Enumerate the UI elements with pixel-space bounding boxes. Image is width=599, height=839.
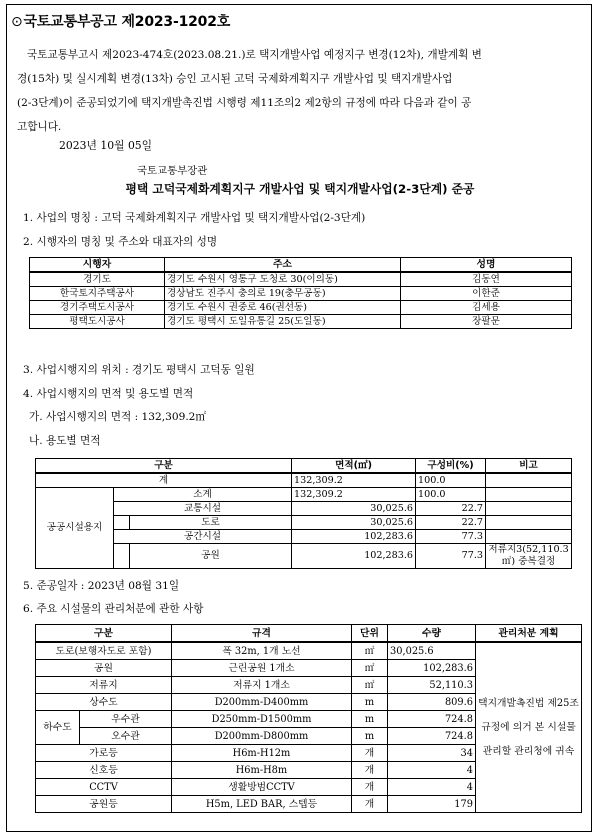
facilities-table bbox=[35, 624, 582, 813]
table-header-row bbox=[36, 625, 582, 643]
table-row-subtotal bbox=[36, 488, 572, 502]
section-3: 3. 사업시행지의 위치 : 경기도 평택시 고덕동 일원 bbox=[23, 364, 255, 376]
header-unit: 단위 bbox=[352, 625, 388, 643]
facility-qty: 179 bbox=[388, 796, 476, 813]
remarks-cell bbox=[486, 516, 572, 530]
facility-qty: 809.6 bbox=[388, 694, 476, 711]
facility-spec: D250mm-D1500mm bbox=[172, 711, 352, 728]
section-1: 1. 사업의 명칭 : 고덕 국제화계획지구 개발사업 및 택지개발사업(2-3단계) bbox=[23, 212, 366, 224]
section-6: 6. 주요 시설물의 관리처분에 관한 사항 bbox=[23, 603, 204, 615]
total-area: 132,309.2 bbox=[292, 473, 416, 488]
facility-unit: ㎡ bbox=[352, 677, 388, 694]
facility-name: 저류지 bbox=[36, 677, 172, 694]
facility-spec: H5m, LED BAR, 스텝등 bbox=[172, 796, 352, 813]
implementer-cell: 평택도시공사 bbox=[30, 315, 165, 329]
representative-cell: 김동연 bbox=[401, 272, 572, 287]
facility-unit: m bbox=[352, 711, 388, 728]
facility-qty: 30,025.6 bbox=[388, 642, 476, 660]
header-quantity: 수량 bbox=[388, 625, 476, 643]
indent-cell bbox=[114, 544, 130, 569]
implementer-cell: 한국토지주택공사 bbox=[30, 287, 165, 301]
table-row bbox=[36, 642, 582, 660]
section-4: 4. 사업시행지의 면적 및 용도별 면적 bbox=[23, 388, 194, 400]
header-implementer: 시행자 bbox=[30, 258, 165, 273]
use-area: 30,025.6 bbox=[292, 516, 416, 530]
implementer-cell: 경기주택도시공사 bbox=[30, 301, 165, 315]
notice-paragraph-line-3: (2-3단계)이 준공되었기에 택지개발촉진법 시행령 제11조의2 제2항의 규정에 따라 다음과 같이 공 bbox=[17, 97, 472, 109]
remarks-cell bbox=[486, 530, 572, 544]
table-header-row bbox=[36, 459, 572, 474]
facility-name: 오수관 bbox=[80, 728, 172, 745]
header-plan: 관리처분 계획 bbox=[476, 625, 582, 643]
header-address: 주소 bbox=[165, 258, 401, 273]
use-ratio: 22.7 bbox=[416, 516, 486, 530]
facility-qty: 4 bbox=[388, 779, 476, 796]
use-label: 공원 bbox=[130, 544, 292, 569]
issuer: 국토교통부장관 bbox=[137, 165, 208, 177]
representative-cell: 장팔문 bbox=[401, 315, 572, 329]
table-row bbox=[30, 301, 572, 315]
facility-unit: ㎡ bbox=[352, 660, 388, 677]
header-category: 구분 bbox=[36, 459, 292, 474]
use-ratio: 77.3 bbox=[416, 530, 486, 544]
total-ratio: 100.0 bbox=[416, 473, 486, 488]
header-spec: 규격 bbox=[172, 625, 352, 643]
facility-qty: 34 bbox=[388, 745, 476, 762]
subtotal-area: 132,309.2 bbox=[292, 488, 416, 502]
table-row bbox=[36, 516, 572, 530]
management-plan: 택지개발촉진법 제25조 규정에 의거 본 시설물 관리할 관리청에 귀속 bbox=[476, 642, 582, 813]
facility-name: 신호등 bbox=[36, 762, 172, 779]
table-row-total bbox=[36, 473, 572, 488]
notice-paragraph-line-1: 국토교통부고시 제2023-474호(2023.08.21.)로 택지개발사업 예정지구 변경(12차), 개발계획 변 bbox=[27, 49, 482, 61]
facility-spec: D200mm-D800mm bbox=[172, 728, 352, 745]
facility-spec: D200mm-D400mm bbox=[172, 694, 352, 711]
table-row bbox=[36, 530, 572, 544]
section-4b: 나. 용도별 면적 bbox=[29, 435, 101, 447]
remarks-cell bbox=[486, 502, 572, 516]
use-ratio: 22.7 bbox=[416, 502, 486, 516]
subtotal-label: 소계 bbox=[114, 488, 292, 502]
facility-qty: 724.8 bbox=[388, 728, 476, 745]
facility-name: CCTV bbox=[36, 779, 172, 796]
facility-name: 공원 bbox=[36, 660, 172, 677]
facility-unit: 개 bbox=[352, 745, 388, 762]
facility-qty: 102,283.6 bbox=[388, 660, 476, 677]
notice-title-text: 국토교통부공고 제2023-1202호 bbox=[23, 14, 231, 30]
implementer-cell: 경기도 bbox=[30, 272, 165, 287]
facility-spec: 폭 32m, 1개 노선 bbox=[172, 642, 352, 660]
facility-unit: m bbox=[352, 694, 388, 711]
notice-paragraph-line-2: 경(15차) 및 실시계획 변경(13차) 승인 고시된 고덕 국제화계획지구 개발사업 및 택지개발사업 bbox=[17, 73, 453, 85]
facility-spec: 생활방범CCTV bbox=[172, 779, 352, 796]
use-ratio: 77.3 bbox=[416, 544, 486, 569]
use-label: 공간시설 bbox=[114, 530, 292, 544]
use-label: 교통시설 bbox=[114, 502, 292, 516]
park-overlap-note: 저류지3(52,110.3㎡) 중복결정 bbox=[486, 544, 572, 569]
facility-unit: 개 bbox=[352, 762, 388, 779]
header-remarks: 비고 bbox=[486, 459, 572, 474]
implementers-table bbox=[29, 257, 572, 329]
section-2: 2. 시행자의 명칭 및 주소와 대표자의 성명 bbox=[23, 236, 218, 248]
representative-cell: 김세용 bbox=[401, 301, 572, 315]
section-4a: 가. 사업시행지의 면적 : 132,309.2㎡ bbox=[29, 411, 207, 423]
project-heading: 평택 고덕국제화계획지구 개발사업 및 택지개발사업(2-3단계) 준공 bbox=[125, 182, 475, 196]
subtotal-ratio: 100.0 bbox=[416, 488, 486, 502]
table-row bbox=[36, 502, 572, 516]
address-cell: 경기도 수원시 영통구 도청로 30(이의동) bbox=[165, 272, 401, 287]
facility-qty: 724.8 bbox=[388, 711, 476, 728]
remarks-cell bbox=[486, 488, 572, 502]
facility-unit: m bbox=[352, 728, 388, 745]
notice-document bbox=[6, 4, 592, 832]
header-category: 구분 bbox=[36, 625, 172, 643]
facility-name: 상수도 bbox=[36, 694, 172, 711]
address-cell: 경상남도 진주시 충의로 19(충무공동) bbox=[165, 287, 401, 301]
table-row bbox=[36, 544, 572, 569]
notice-paragraph-line-4: 고합니다. bbox=[17, 121, 62, 133]
address-cell: 경기도 수원시 권중로 46(권선동) bbox=[165, 301, 401, 315]
facility-name: 우수관 bbox=[80, 711, 172, 728]
public-facility-group-label: 공공시설용지 bbox=[36, 488, 114, 569]
indent-cell bbox=[114, 516, 130, 530]
facility-unit: 개 bbox=[352, 796, 388, 813]
notice-date: 2023년 10월 05일 bbox=[59, 139, 153, 152]
facility-qty: 4 bbox=[388, 762, 476, 779]
use-area: 30,025.6 bbox=[292, 502, 416, 516]
header-area: 면적(㎡) bbox=[292, 459, 416, 474]
facility-spec: H6m-H8m bbox=[172, 762, 352, 779]
facility-spec: 근린공원 1개소 bbox=[172, 660, 352, 677]
sewer-group-label: 하수도 bbox=[36, 711, 80, 745]
facility-name: 도로(보행자도로 포함) bbox=[36, 642, 172, 660]
use-area: 102,283.6 bbox=[292, 544, 416, 569]
total-label: 계 bbox=[36, 473, 292, 488]
area-by-use-table bbox=[35, 458, 572, 569]
header-name: 성명 bbox=[401, 258, 572, 273]
bullet-mark: ⊙ bbox=[11, 14, 23, 30]
table-row bbox=[30, 287, 572, 301]
facility-spec: H6m-H12m bbox=[172, 745, 352, 762]
use-label: 도로 bbox=[130, 516, 292, 530]
section-5: 5. 준공일자 : 2023년 08월 31일 bbox=[23, 580, 180, 592]
address-cell: 경기도 평택시 도일유통길 25(도일동) bbox=[165, 315, 401, 329]
table-row bbox=[30, 315, 572, 329]
facility-name: 가로등 bbox=[36, 745, 172, 762]
facility-unit: 개 bbox=[352, 779, 388, 796]
table-header-row bbox=[30, 258, 572, 273]
remarks-cell bbox=[486, 473, 572, 488]
table-row bbox=[30, 272, 572, 287]
header-ratio: 구성비(%) bbox=[416, 459, 486, 474]
use-area: 102,283.6 bbox=[292, 530, 416, 544]
facility-spec: 저류지 1개소 bbox=[172, 677, 352, 694]
representative-cell: 이한준 bbox=[401, 287, 572, 301]
facility-qty: 52,110.3 bbox=[388, 677, 476, 694]
facility-unit: ㎡ bbox=[352, 642, 388, 660]
notice-title bbox=[11, 11, 230, 31]
facility-name: 공원등 bbox=[36, 796, 172, 813]
